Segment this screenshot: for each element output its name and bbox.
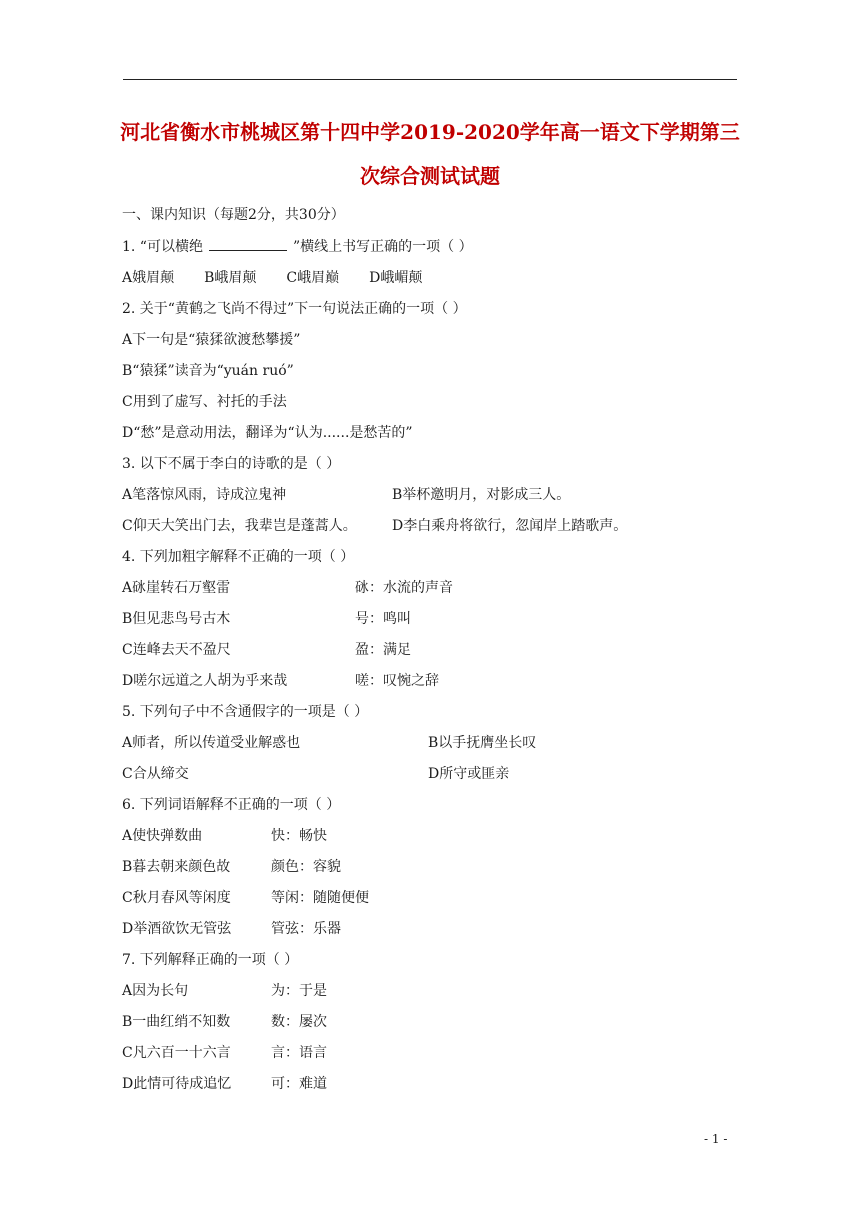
question-1-option-d: D峨嵋颠 [369,270,423,286]
question-6-option-c: C秋月春风等闲度 [122,890,231,906]
question-4-option-b-gloss: 号：鸣叫 [355,611,411,627]
question-3-option-d: D李白乘舟将欲行，忽闻岸上踏歌声。 [392,518,628,534]
question-7-option-b: B一曲红绡不知数 [122,1014,231,1030]
question-6-option-a-gloss: 快：畅快 [271,828,327,844]
question-6-option-d-gloss: 管弦：乐器 [271,921,341,937]
question-4-option-c: C连峰去天不盈尺 [122,642,231,658]
question-5-option-c: C合从缔交 [122,766,189,782]
question-7-option-c-gloss: 言：语言 [271,1045,327,1061]
question-2-option-b: B“猿猱”读音为“yuán ruó” [122,363,294,379]
question-4-option-b: B但见悲鸟号古木 [122,611,231,627]
question-1-stem-start: 1. “可以横绝 [122,239,203,255]
question-6-option-b-gloss: 颜色：容貌 [271,859,341,875]
question-2-option-c: C用到了虚写、衬托的手法 [122,394,287,410]
question-6-option-b: B暮去朝来颜色故 [122,859,231,875]
question-7-option-d: D此情可待成追忆 [122,1076,232,1092]
question-4-option-a-gloss: 砯：水流的声音 [355,580,453,596]
question-4-option-d-gloss: 嗟：叹惋之辞 [355,673,439,689]
question-4-stem: 4. 下列加粗字解释不正确的一项（ ） [122,549,355,565]
question-1-option-a: A娥眉颠 [122,270,175,286]
question-7-option-b-gloss: 数：屡次 [271,1014,327,1030]
question-1-option-c: C峨眉巅 [286,270,340,286]
question-5-option-a: A师者，所以传道受业解惑也 [122,735,301,751]
question-1-options [122,269,452,287]
answer-blank [209,238,287,251]
question-4-option-d: D嗟尔远道之人胡为乎来哉 [122,673,288,689]
question-3-option-b: B举杯邀明月，对影成三人。 [392,487,571,503]
question-7-option-a-gloss: 为：于是 [271,983,327,999]
question-3-option-a: A笔落惊风雨，诗成泣鬼神 [122,487,287,503]
question-1-stem-end: ”横线上书写正确的一项（ ） [292,239,473,255]
question-1-option-b: B峨眉颠 [204,270,257,286]
question-2-stem: 2. 关于“黄鹤之飞尚不得过”下一句说法正确的一项（ ） [122,301,467,317]
question-4-option-a: A砯崖转石万壑雷 [122,580,231,596]
question-6-option-c-gloss: 等闲：随随便便 [271,890,369,906]
question-5-option-d: D所守或匪亲 [428,766,510,782]
question-6-option-d: D举酒欲饮无管弦 [122,921,232,937]
question-3-stem: 3. 以下不属于李白的诗歌的是（ ） [122,456,341,472]
question-5-stem: 5. 下列句子中不含通假字的一项是（ ） [122,704,369,720]
question-6-stem: 6. 下列词语解释不正确的一项（ ） [122,797,341,813]
question-7-option-a: A因为长句 [122,983,189,999]
question-2-option-a: A下一句是“猿猱欲渡愁攀援” [122,332,301,348]
document-title-line-2: 次综合测试试题 [360,164,500,188]
question-5-option-b: B以手抚膺坐长叹 [428,735,537,751]
page-number: - 1 - [704,1132,728,1146]
question-7-stem: 7. 下列解释正确的一项（ ） [122,952,299,968]
question-4-option-c-gloss: 盈：满足 [355,642,411,658]
question-7-option-c: C凡六百一十六言 [122,1045,231,1061]
question-1-stem [122,238,473,256]
question-7-option-d-gloss: 可：难道 [271,1076,327,1092]
question-3-option-c: C仰天大笑出门去，我辈岂是蓬蒿人。 [122,518,357,534]
question-6-option-a: A使快弹数曲 [122,828,203,844]
document-title-line-1: 河北省衡水市桃城区第十四中学2019-2020学年高一语文下学期第三 [120,120,740,144]
question-2-option-d: D“愁”是意动用法，翻译为“认为......是愁苦的” [122,425,413,441]
section-heading: 一、课内知识（每题2分，共30分） [122,207,345,223]
header-rule [123,79,737,80]
